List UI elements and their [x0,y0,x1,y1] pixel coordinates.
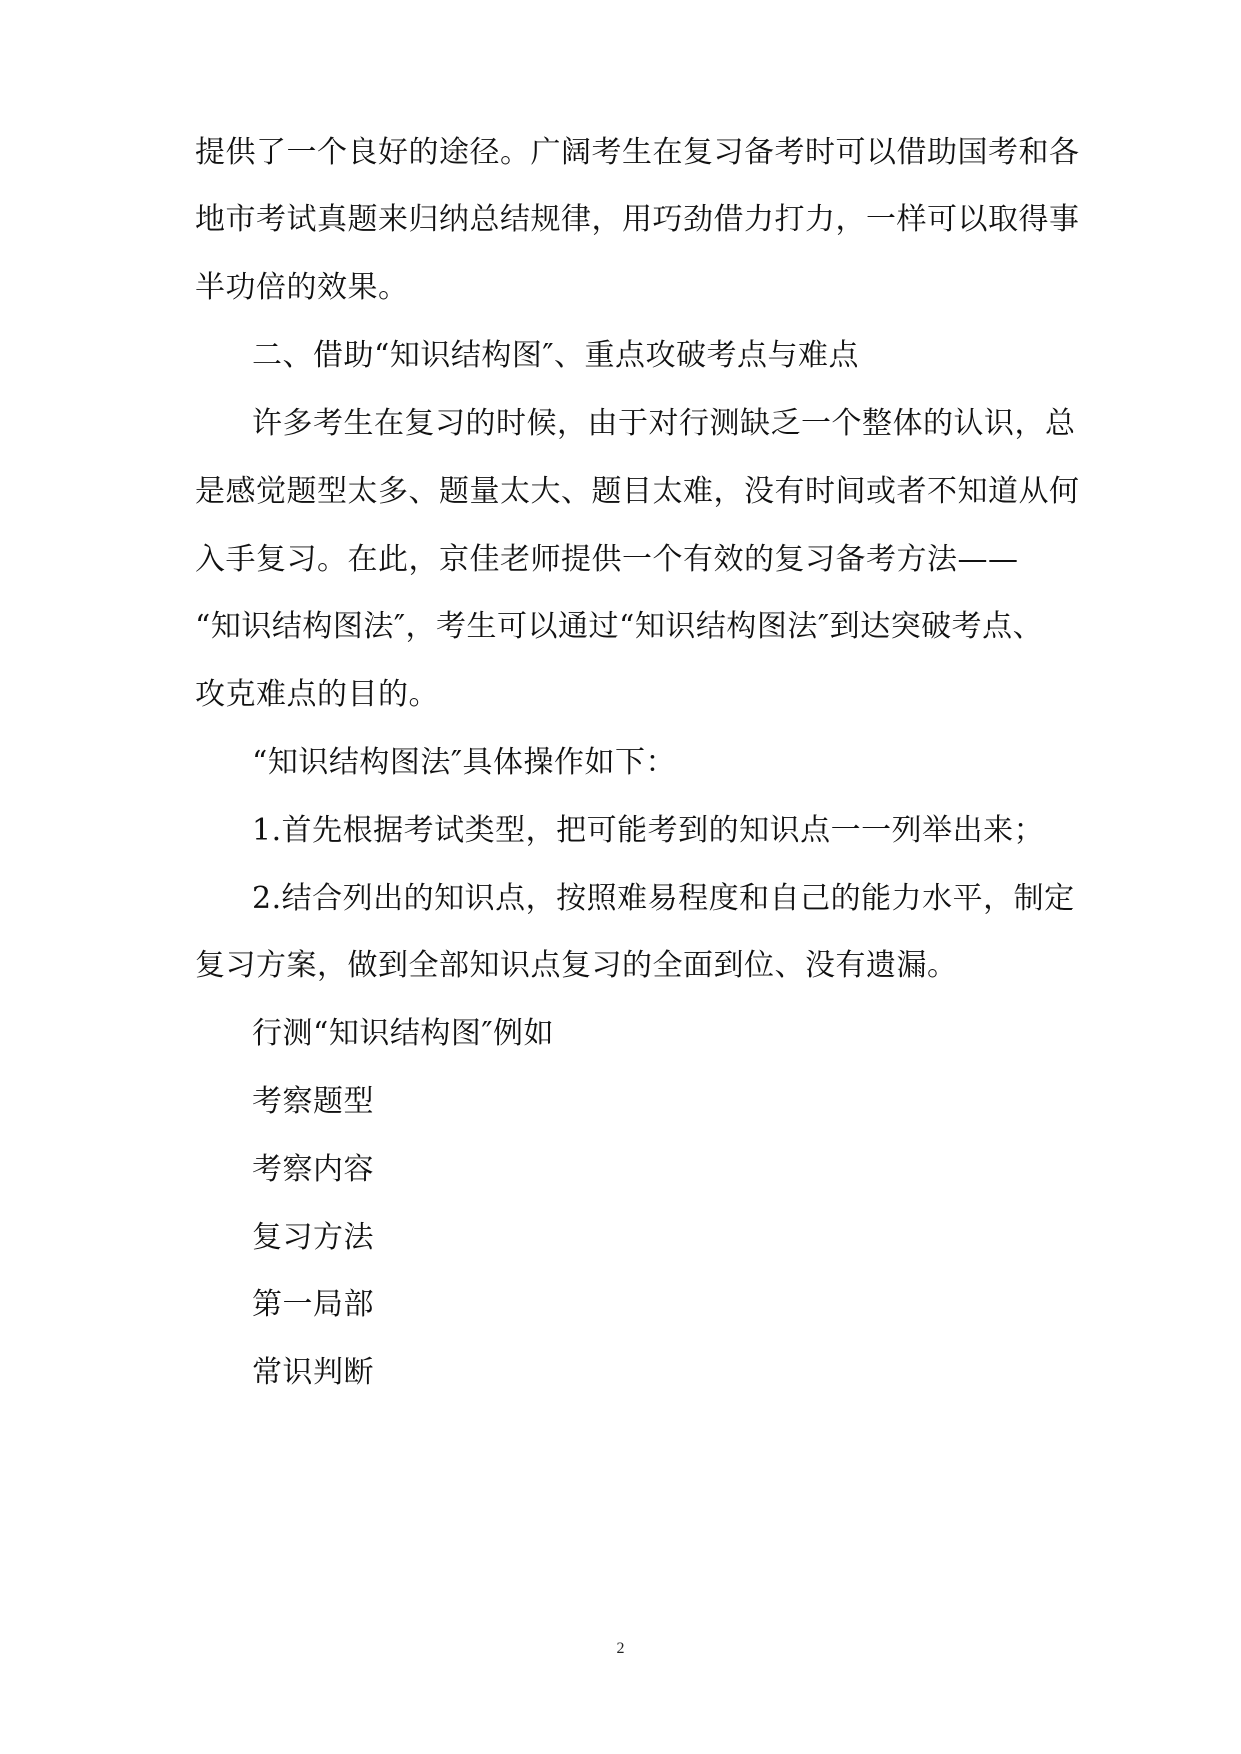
text-line: 复习方法 [252,1220,374,1255]
list-item: 2.结合列出的知识点，按照难易程度和自己的能力水平，制定 [252,881,1075,916]
page-number: 2 [616,1640,625,1657]
text-line: 复习方案，做到全部知识点复习的全面到位、没有遗漏。 [195,948,958,983]
text-line: 第一局部 [252,1287,374,1322]
text-line: 提供了一个良好的途径。广阔考生在复习备考时可以借助国考和各 [195,135,1080,170]
text-line: 考察题型 [252,1084,374,1119]
text-line: 是感觉题型太多、题量太大、题目太难，没有时间或者不知道从何 [195,474,1080,509]
text-line: 地市考试真题来归纳总结规律，用巧劲借力打力，一样可以取得事 [195,202,1080,237]
text-line: 常识判断 [252,1355,374,1390]
text-line: 行测“知识结构图″例如 [252,1016,555,1051]
text-line: 攻克难点的目的。 [195,677,439,712]
text-line: “知识结构图法″，考生可以通过“知识结构图法″到达突破考点、 [195,609,1044,644]
text-line: “知识结构图法″具体操作如下： [252,745,677,780]
list-item: 1.首先根据考试类型，把可能考到的知识点一一列举出来； [252,813,1045,848]
section-heading: 二、借助“知识结构图″、重点攻破考点与难点 [252,338,860,373]
text-line: 入手复习。在此，京佳老师提供一个有效的复习备考方法—— [195,542,1019,577]
text-line: 半功倍的效果。 [195,270,409,305]
text-line: 许多考生在复习的时候，由于对行测缺乏一个整体的认识，总 [252,406,1076,441]
text-line: 考察内容 [252,1152,374,1187]
